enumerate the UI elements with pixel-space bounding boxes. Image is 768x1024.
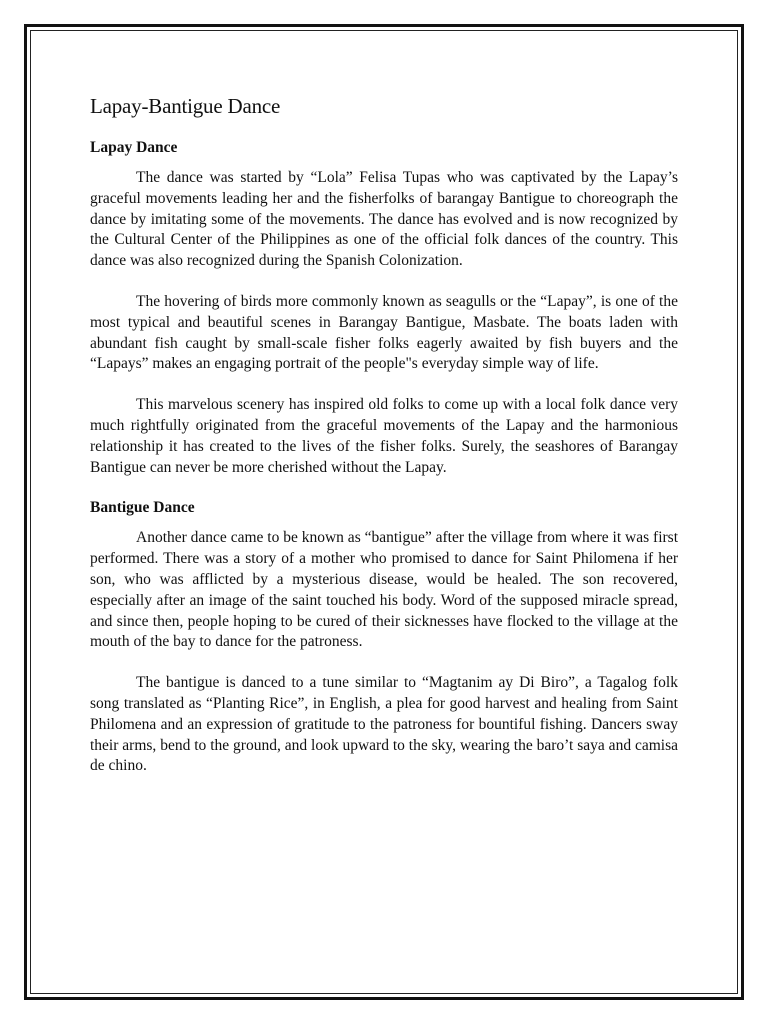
document-body (90, 92, 678, 797)
section-heading: Bantigue Dance (90, 499, 195, 517)
paragraph: The hovering of birds more commonly known as seagulls or the “Lapay”, is one of the most typical and beautiful scenes in Barangay Bantigue, Masbate. The boats laden with abundant fish caught by small-scale fisher folks eagerly awaited by fish buyers and the “Lapays” makes an engaging portrait of the people"s everyday simple way of life. (90, 292, 678, 373)
paragraph: The bantigue is danced to a tune similar to “Magtanim ay Di Biro”, a Tagalog folk song translated as “Planting Rice”, in English, a plea for good harvest and healing from Saint Philomena and an expression of gratitude to the patroness for bountiful fishing. Dancers sway their arms, bend to the ground, and look upward to the sky, wearing the baro’t saya and camisa de chino. (90, 674, 678, 775)
paragraph: This marvelous scenery has inspired old folks to come up with a local folk dance very much rightfully originated from the graceful movements of the Lapay and the harmonious relationship it has created to the lives of the fisher folks. Surely, the seashores of Barangay Bantigue can never be more cherished without the Lapay. (90, 396, 678, 476)
document-title: Lapay-Bantigue Dance (90, 94, 281, 118)
section-lapay-dance (90, 136, 678, 478)
paragraph: Another dance came to be known as “bantigue” after the village from where it was first performed. There was a story of a mother who promised to dance for Saint Philomena if her son, who was afflicted by a mysterious disease, would be healed. The son recovered, especially after an image of the saint touched his body. Word of the supposed miracle spread, and since then, people hoping to be cured of their sicknesses have flocked to the village at the mouth of the bay to dance for the patroness. (90, 529, 678, 651)
section-bantigue-dance (90, 496, 678, 777)
section-heading: Lapay Dance (90, 139, 178, 156)
paragraph: The dance was started by “Lola” Felisa Tupas who was captivated by the Lapay’s graceful movements leading her and the fisherfolks of barangay Bantigue to choreograph the dance by imitating some of the movements. The dance has evolved and is now recognized by the Cultural Center of the Philippines as one of the official folk dances of the country. This dance was also recognized during the Spanish Colonization. (90, 169, 678, 270)
